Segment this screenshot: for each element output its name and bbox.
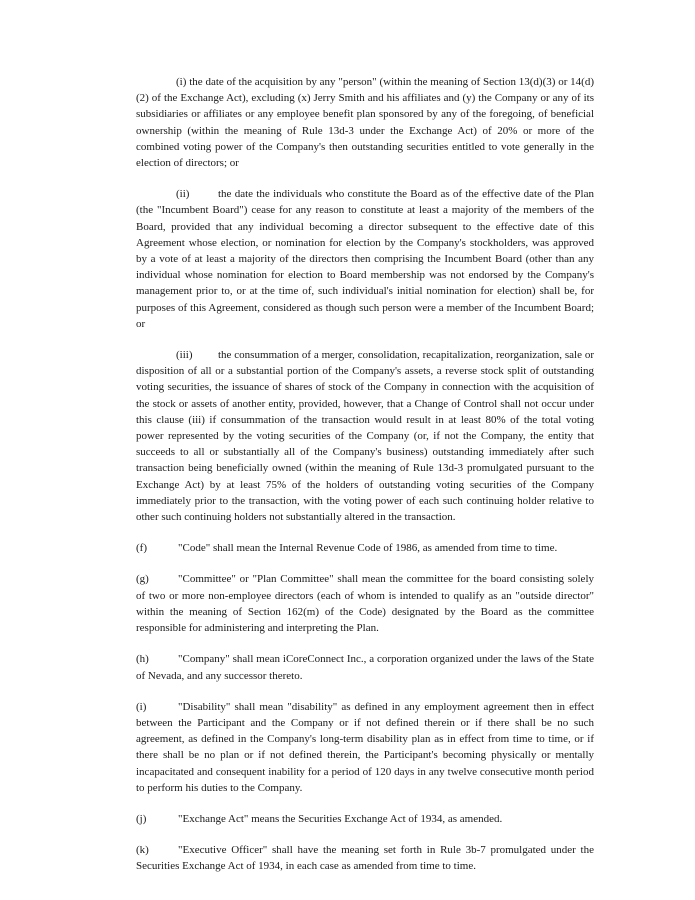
- definition-i-number: (i): [136, 700, 147, 713]
- clause-ii: [136, 186, 594, 332]
- clause-i-text: the date of the acquisition by any "person" (within the meaning of Section 13(d)(3) or 14(d)(2) of the Exchange Act), excluding (x) Jerry Smith and his affiliates and (y) the Company or any of its subsidiaries or affiliates or any employee benefit plan sponsored by any of the foregoing, of beneficial ownership (within the meaning of Rule 13d-3 under the Exchange Act) of 20% or more of the combined voting power of the Company's then outstanding securities entitled to vote generally in the election of directors; or: [136, 76, 594, 170]
- definition-j: [136, 811, 594, 827]
- definition-f: [136, 540, 594, 556]
- clause-ii-text: the date the individuals who constitute the Board as of the effective date of the Plan (the "Incumbent Board") cease for any reason to constitute at least a majority of the members of the Board, provided that any individual becoming a director subsequent to the effective date of this Agreement whose election, or nomination for election by the Company's stockholders, was approved by a vote of at least a majority of the directors then comprising the Incumbent Board (other than any individual whose nomination for election to Board membership was not endorsed by the Company's management prior to, or at the time of, such individual's initial nomination for election) shall be, for purposes of this Agreement, considered as though such person were a member of the Incumbent Board; or: [136, 188, 594, 330]
- clause-iii-text: the consummation of a merger, consolidation, recapitalization, reorganization, sale or disposition of all or a substantial portion of the Company's assets, a reverse stock split of outstanding voting securities, the issuance of shares of stock of the Company in connection with the acquisition of the stock or assets of another entity, provided, however, that a Change of Control shall not occur under this clause (iii) if consummation of the transaction would result in at least 80% of the total voting power represented by the voting securities of the Company (or, if not the Company, the entity that succeeds to all or substantially all of the Company's business) outstanding immediately after such transaction being beneficially owned (within the meaning of Rule 13d-3 promulgated pursuant to the Exchange Act) by at least 75% of the holders of outstanding voting securities of the Company immediately prior to the transaction, with the voting power of each such continuing holder relative to other such continuing holders not substantially altered in the transaction.: [136, 349, 594, 524]
- definition-k-number: (k): [136, 844, 149, 857]
- clause-iii: [136, 347, 594, 525]
- definition-g-text: "Committee" or "Plan Committee" shall mean the committee for the board consisting solely of two or more non-employee directors (each of whom is intended to qualify as an "outside director" within the meaning of Section 162(m) of the Code) designated by the Board as the committee responsible for administering and interpreting the Plan.: [136, 573, 594, 635]
- definition-j-text: "Exchange Act" means the Securities Exchange Act of 1934, as amended.: [178, 812, 503, 825]
- clause-iii-number: (iii): [176, 349, 193, 362]
- definition-k: [136, 842, 594, 874]
- definition-h: [136, 651, 594, 683]
- document-body: [136, 74, 594, 890]
- definition-i-text: "Disability" shall mean "disability" as defined in any employment agreement then in effect between the Participant and the Company or if not defined therein or if there shall be no such agreement, as defined in the Company's long-term disability plan as in effect from time to time, or if there shall be no plan or if not defined therein, the Participant's becoming physically or mentally incapacitated and consequent inability for a period of 120 days in any twelve consecutive month period to perform his duties to the Company.: [136, 700, 594, 794]
- definition-k-text: "Executive Officer" shall have the meaning set forth in Rule 3b-7 promulgated under the Securities Exchange Act of 1934, in each case as amended from time to time.: [136, 844, 594, 873]
- definition-j-number: (j): [136, 812, 147, 825]
- clause-i: [136, 74, 594, 171]
- definition-h-number: (h): [136, 653, 149, 666]
- definition-g-number: (g): [136, 573, 149, 586]
- definition-i: [136, 699, 594, 796]
- clause-ii-number: (ii): [176, 188, 190, 201]
- definition-h-text: "Company" shall mean iCoreConnect Inc., a corporation organized under the laws of the State of Nevada, and any successor thereto.: [136, 653, 594, 682]
- clause-i-number: (i): [176, 76, 187, 88]
- definition-f-number: (f): [136, 542, 147, 555]
- definition-f-text: "Code" shall mean the Internal Revenue Code of 1986, as amended from time to time.: [178, 542, 558, 555]
- definition-g: [136, 571, 594, 636]
